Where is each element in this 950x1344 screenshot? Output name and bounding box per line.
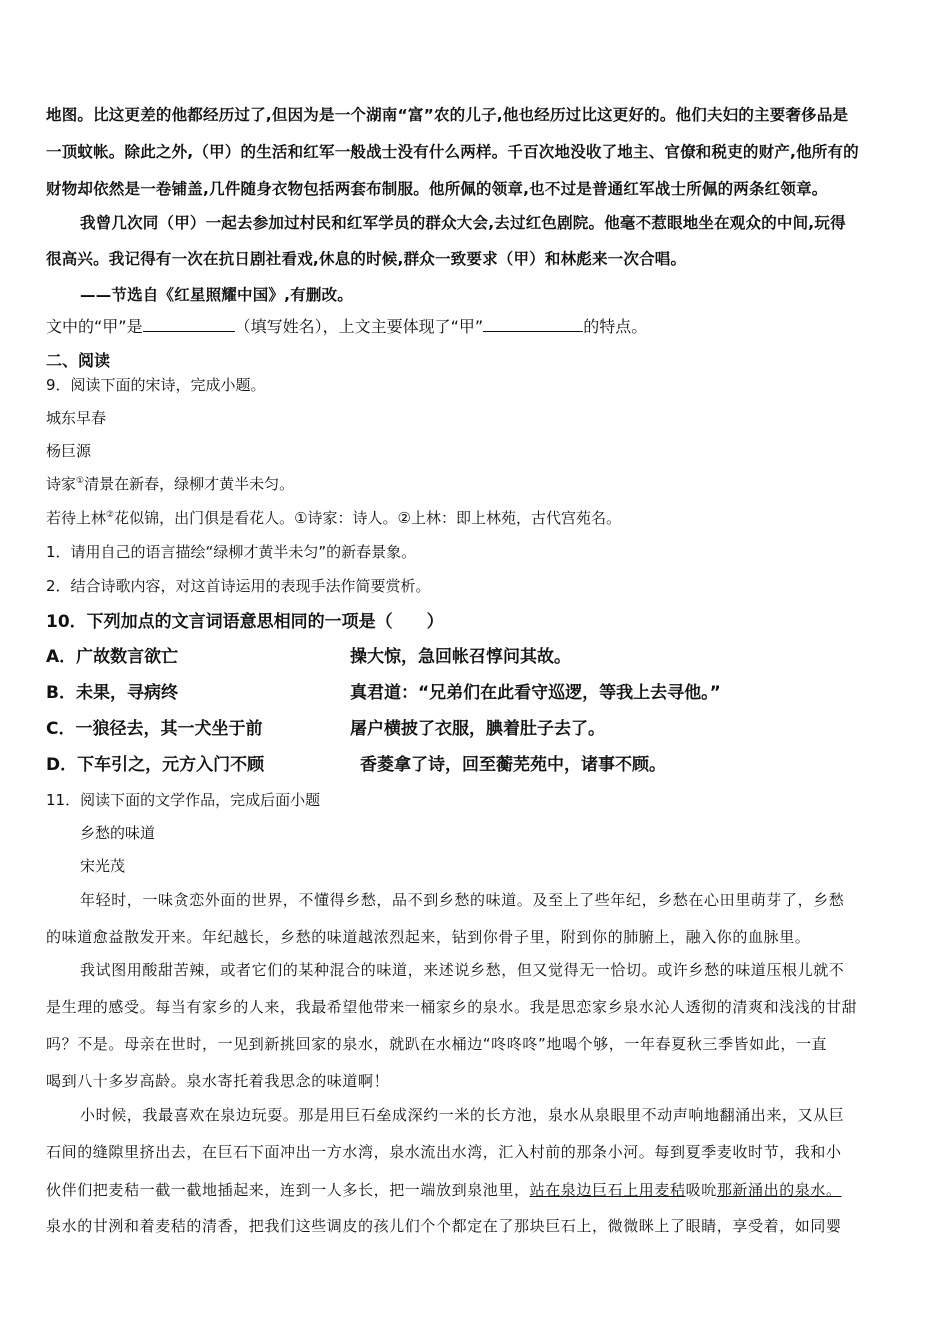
article-line-8: 石间的缝隙里挤出去，在巨石下面冲出一方水湾，泉水流出水湾，汇入村前的那条小河。每到夏季麦收时节，我和小 xyxy=(46,1143,842,1161)
footnote-marker-1: ① xyxy=(76,476,85,486)
q9-subquestion-1: 1．请用自己的语言描绘“绿柳才黄半未匀”的新春景象。 xyxy=(46,543,417,561)
option-label: D． xyxy=(46,755,78,775)
option-label: C． xyxy=(46,719,76,739)
q10-option-b[interactable] xyxy=(46,678,178,703)
footnote-marker-2: ② xyxy=(106,510,115,520)
option-label: A． xyxy=(46,647,77,667)
article-line-4: 是生理的感受。每当有家乡的人来，我最希望他带来一桶家乡的泉水。我是思恋家乡泉水沁人透彻的清爽和浅浅的甘甜 xyxy=(46,998,858,1016)
passage1-line-3: 财物却依然是一卷铺盖,几件随身衣物包括两套布制服。他所佩的领章,也不过是普通红军战士所佩的两条红领章。 xyxy=(46,180,828,198)
q11-article-title: 乡愁的味道 xyxy=(80,824,156,842)
option-left: 下车引之，元方入门不顾 xyxy=(77,755,265,775)
q9-poem-line-1 xyxy=(46,473,294,494)
article-line-1: 年轻时，一味贪恋外面的世界，不懂得乡愁，品不到乡愁的味道。及至上了些年纪，乡愁在心田里萌芽了，乡愁 xyxy=(80,891,845,909)
line-9-start: 伙伴们把麦秸一截一截地插起来，连到一人多长，把一端放到泉池里， xyxy=(46,1181,530,1199)
poem-line-1-end: 清景在新春，绿柳才黄半未匀。 xyxy=(84,475,295,493)
section-title: 二、阅读 xyxy=(46,351,111,370)
q9-prompt: 9．阅读下面的宋诗，完成小题。 xyxy=(46,376,266,394)
passage1-line-4: 我曾几次同（甲）一起去参加过村民和红军学员的群众大会,去过红色剧院。他毫不惹眼地坐在观众的中间,玩得 xyxy=(80,214,846,232)
article-line-3: 我试图用酸甜苦辣，或者它们的某种混合的味道，来述说乡愁，但又觉得无一恰切。或许乡愁的味道压根儿就不 xyxy=(80,961,845,979)
article-line-5: 吗？不是。母亲在世时，一见到新挑回家的泉水，就趴在水桶边“咚咚咚”地喝个够，一年春夏秋三季皆如此，一直 xyxy=(46,1035,828,1053)
article-line-10: 泉水的甘洌和着麦秸的清香，把我们这些调皮的孩儿们个个都定在了那块巨石上，微微眯上了眼睛，享受着，如同婴 xyxy=(46,1217,842,1235)
q10-option-b-right: 真君道：“兄弟们在此看守巡逻，等我上去寻他。” xyxy=(350,683,721,703)
q11-prompt: 11．阅读下面的文学作品，完成后面小题 xyxy=(46,791,321,809)
answer-blank-1[interactable] xyxy=(143,317,235,332)
q10-option-d[interactable] xyxy=(46,750,264,775)
article-line-7: 小时候，我最喜欢在泉边玩耍。那是用巨石垒成深约一米的长方池，泉水从泉眼里不动声响地翻涌出来，又从巨 xyxy=(80,1106,845,1124)
underlined-phrase-1: 站在泉边巨石上用麦秸 xyxy=(529,1181,686,1199)
q10-option-c-right: 屠户横披了衣服，腆着肚子去了。 xyxy=(350,719,605,739)
poem-line-2-end: 花似锦，出门俱是看花人。①诗家：诗人。②上林：即上林苑，古代宫苑名。 xyxy=(114,509,621,527)
q9-poet: 杨巨源 xyxy=(46,442,92,460)
option-left: 广故数言欲亡 xyxy=(76,647,179,667)
article-line-9 xyxy=(46,1179,842,1200)
underlined-phrase-2: 那新涌出的泉水。 xyxy=(716,1181,842,1199)
q10-option-d-right: 香菱拿了诗，回至蘅芜苑中，诸事不顾。 xyxy=(360,755,666,775)
q10-option-a[interactable] xyxy=(46,642,178,667)
q10-option-a-right: 操大惊，急回帐召惇问其故。 xyxy=(350,647,571,667)
q9-subquestion-2: 2．结合诗歌内容，对这首诗运用的表现手法作简要赏析。 xyxy=(46,577,431,595)
passage1-line-1: 地图。比这更差的他都经历过了,但因为是一个湖南“富”农的儿子,他也经历过比这更好的。他们夫妇的主要奢侈品是 xyxy=(46,106,849,124)
q9-poem-title: 城东早春 xyxy=(46,409,107,427)
passage1-source: ——节选自《红星照耀中国》,有删改。 xyxy=(80,286,353,304)
q11-article-author: 宋光茂 xyxy=(80,857,126,875)
answer-blank-2[interactable] xyxy=(483,317,583,332)
question-part-b: （填写姓名），上文主要体现了“甲” xyxy=(234,317,484,336)
option-left: 一狼径去，其一犬坐于前 xyxy=(75,719,263,739)
q10-prompt: 10．下列加点的文言词语意思相同的一项是（ ） xyxy=(46,612,444,632)
poem-line-2-start: 若待上林 xyxy=(46,509,107,527)
q10-option-c[interactable] xyxy=(46,714,262,739)
q9-poem-line-2 xyxy=(46,507,621,528)
option-left: 未果，寻病终 xyxy=(75,683,178,703)
passage1-line-2: 一顶蚊帐。除此之外,（甲）的生活和红军一般战士没有什么两样。千百次地没收了地主、官僚和税吏的财产,他所有的 xyxy=(46,143,859,161)
line-9-middle: 吸吮 xyxy=(685,1181,717,1199)
option-label: B． xyxy=(46,683,76,703)
article-line-6: 喝到八十多岁高龄。泉水寄托着我思念的味道啊！ xyxy=(46,1072,390,1090)
passage1-line-5: 很高兴。我记得有一次在抗日剧社看戏,休息的时候,群众一致要求（甲）和林彪来一次合唱。 xyxy=(46,250,687,268)
question-part-c: 的特点。 xyxy=(583,317,648,336)
question-part-a: 文中的“甲”是 xyxy=(46,317,143,336)
article-line-2: 的味道愈益散发开来。年纪越长，乡愁的味道越浓烈起来，钻到你骨子里，附到你的肺腑上，融入你的血脉里。 xyxy=(46,928,811,946)
poem-line-1-start: 诗家 xyxy=(46,475,77,493)
passage1-question xyxy=(46,314,647,337)
